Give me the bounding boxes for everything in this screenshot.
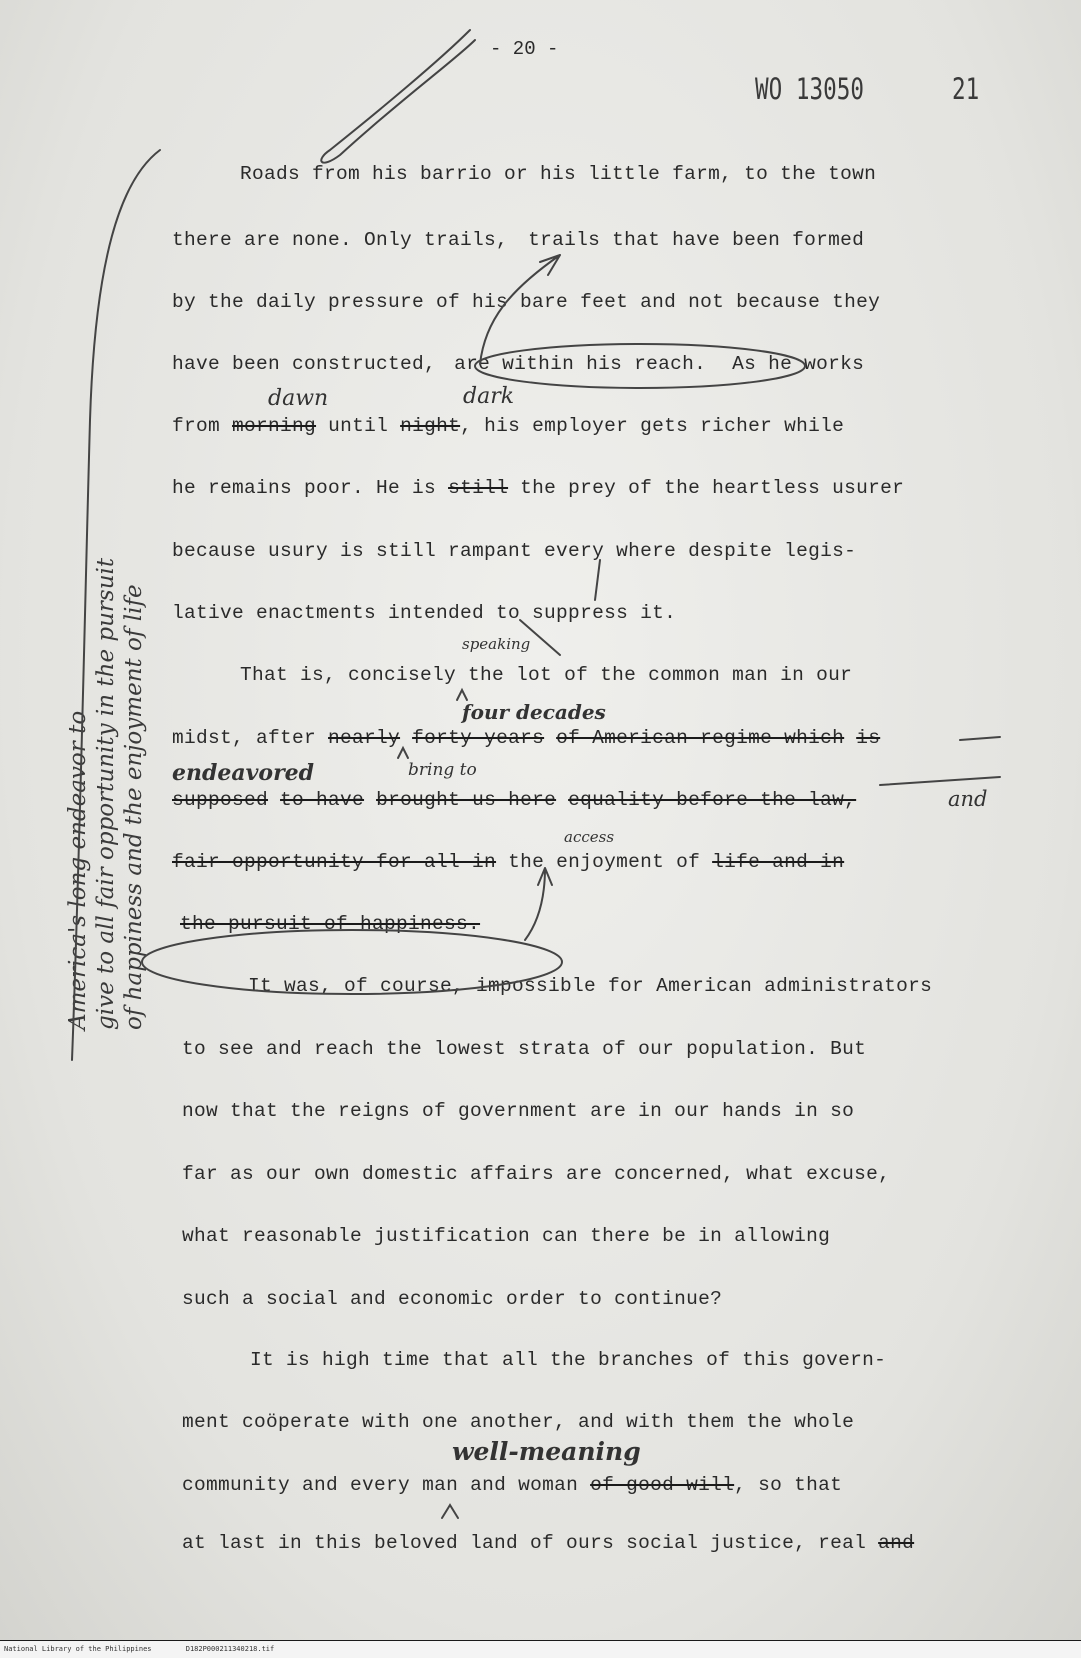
circle-pursuit-happiness xyxy=(142,930,562,994)
arrow-access xyxy=(525,868,552,940)
scan-footer xyxy=(0,1641,1081,1658)
archive-stamp-number: 21 xyxy=(952,72,980,106)
hand-dawn: dawn xyxy=(268,386,329,411)
struck-to-have: to have xyxy=(280,789,365,811)
insert-caret-dawn xyxy=(520,560,600,655)
para4-line4-a: at last in this beloved land of ours social justice, real xyxy=(182,1532,867,1554)
para4-line1: It is high time that all the branches of this govern- xyxy=(250,1349,887,1371)
struck-pursuit-of-happiness: the pursuit of happiness. xyxy=(180,913,481,935)
hand-well-meaning: well-meaning xyxy=(452,1437,641,1466)
hand-speaking: speaking xyxy=(462,635,531,653)
para1-line1: Roads from his barrio or his little farm, to the town xyxy=(240,163,877,185)
struck-morning: morning xyxy=(232,415,317,437)
footer-filename: D182P000211340218.tif xyxy=(185,1645,275,1653)
para1-line3: by the daily pressure of his bare feet and not because they xyxy=(172,291,881,313)
page-number: - 20 - xyxy=(490,38,559,60)
para1-line6-c: the prey of the heartless usurer xyxy=(520,477,905,499)
margin-note-line2: give to all fair opportunity in the pursuit xyxy=(93,557,119,1030)
hand-four-decades: four decades xyxy=(462,700,606,724)
hand-and: and xyxy=(948,787,988,811)
para3-line4: far as our own domestic affairs are concerned, what excuse, xyxy=(182,1163,891,1185)
para3-line1: It was, of course, impossible for American administrators xyxy=(248,975,933,997)
para4-line3-b: man and woman xyxy=(422,1474,579,1496)
para1-line5-a: from xyxy=(172,415,221,437)
para1-line2-b: trails that have been formed xyxy=(528,229,865,251)
hand-endeavored: endeavored xyxy=(172,760,315,786)
circle-within-reach xyxy=(475,344,805,388)
struck-night: night xyxy=(400,415,461,437)
para1-line5-c: until xyxy=(328,415,389,437)
para3-line2: to see and reach the lowest strata of our population. But xyxy=(182,1038,867,1060)
para1-line4-b: are within his reach. xyxy=(454,353,707,375)
struck-forty-years: forty years xyxy=(412,727,545,749)
strike-extension-2 xyxy=(960,737,1000,740)
para4-line3-d: , so that xyxy=(734,1474,843,1496)
margin-note-line1: America's long endeavor to xyxy=(65,710,91,1030)
para1-line8: lative enactments intended to suppress it. xyxy=(172,602,677,624)
struck-and: and xyxy=(878,1532,915,1554)
para1-line4-c: As he works xyxy=(732,353,865,375)
footer-source: National Library of the Philippines xyxy=(4,1645,152,1653)
para3-line3: now that the reigns of government are in our hands in so xyxy=(182,1100,855,1122)
struck-good-will: of good will xyxy=(590,1474,735,1496)
struck-american-regime: of American regime which xyxy=(556,727,845,749)
struck-supposed: supposed xyxy=(172,789,269,811)
para1-line7: because usury is still rampant every where despite legis- xyxy=(172,540,857,562)
archive-stamp-code: WO 13050 xyxy=(755,72,864,106)
struck-still: still xyxy=(448,477,509,499)
struck-equality: equality before the law, xyxy=(568,789,857,811)
caret-four-decades xyxy=(398,748,408,758)
hand-bring-to: bring to xyxy=(408,760,477,780)
para1-line5-e: , his employer gets richer while xyxy=(460,415,845,437)
hand-access: access xyxy=(564,828,615,846)
para3-line6: such a social and economic order to continue? xyxy=(182,1288,723,1310)
margin-bracket xyxy=(72,150,160,1060)
para4-line2: ment coöperate with one another, and with them the whole xyxy=(182,1411,855,1433)
para1-line6-a: he remains poor. He is xyxy=(172,477,437,499)
struck-is: is xyxy=(856,727,881,749)
struck-life: life and in xyxy=(712,851,845,873)
caret-speaking xyxy=(457,690,467,700)
top-slash-mark xyxy=(321,30,475,163)
struck-fair-opportunity: fair opportunity for all in xyxy=(172,851,497,873)
caret-well-meaning xyxy=(442,1505,458,1518)
struck-brought-us-here: brought us here xyxy=(376,789,557,811)
para4-line3-a: community and every xyxy=(182,1474,411,1496)
struck-nearly: nearly xyxy=(328,727,401,749)
para1-line2-a: there are none. Only trails, xyxy=(172,229,509,251)
para1-line4-a: have been constructed, xyxy=(172,353,437,375)
para2-line4-b: the enjoyment of xyxy=(508,851,701,873)
para3-line5: what reasonable justification can there be in allowing xyxy=(182,1225,831,1247)
strike-extension xyxy=(880,777,1000,785)
margin-note-line3: of happiness and the enjoyment of life xyxy=(121,584,147,1030)
hand-dark: dark xyxy=(463,384,515,409)
para2-line1-a: That is, concisely xyxy=(240,664,457,686)
para2-line2-a: midst, after xyxy=(172,727,317,749)
para2-line1-b: the lot of the common man in our xyxy=(456,664,853,686)
